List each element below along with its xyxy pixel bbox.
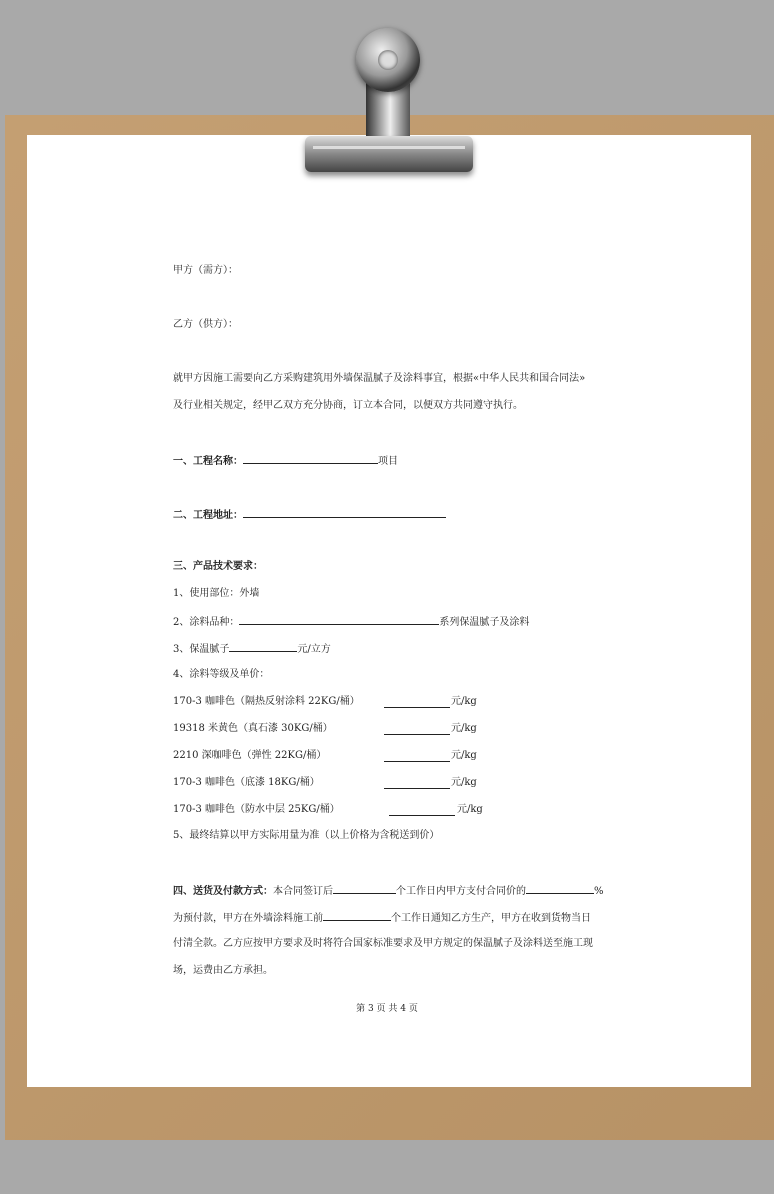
clip-base — [305, 136, 473, 172]
item-3 — [173, 641, 331, 657]
paint-type-blank[interactable] — [239, 614, 439, 625]
section-4-text-a: 本合同签订后 — [273, 886, 333, 897]
price-unit: 元/kg — [451, 723, 477, 734]
price-row-name: 2210 深咖啡色（弹性 22KG/桶） — [173, 750, 327, 761]
price-unit: 元/kg — [451, 696, 477, 707]
party-b-label: 乙方（供方）： — [173, 319, 238, 330]
price-blank[interactable] — [384, 751, 450, 762]
price-row-name: 170-3 咖啡色（底漆 18KG/桶） — [173, 777, 320, 788]
price-unit: 元/kg — [457, 804, 483, 815]
putty-price-blank[interactable] — [229, 641, 297, 652]
section-4-line-3: 付清全款。乙方应按甲方要求及时将符合国家标准要求及甲方规定的保温腻子及涂料送至施工现 — [173, 938, 593, 949]
days-blank[interactable] — [333, 883, 396, 894]
section-4-label: 四、送货及付款方式： — [173, 886, 273, 897]
item-2 — [173, 614, 529, 630]
binder-clip-icon — [356, 28, 420, 92]
price-unit: 元/kg — [451, 750, 477, 761]
price-blank[interactable] — [389, 805, 455, 816]
section-4-text-b: 个工作日内甲方支付合同价的 — [396, 886, 526, 897]
price-row-name: 170-3 咖啡色（隔热反射涂料 22KG/桶） — [173, 696, 360, 707]
project-address-blank[interactable] — [243, 507, 446, 518]
section-4-line-2 — [173, 910, 591, 926]
section-1-suffix: 项目 — [378, 456, 398, 467]
percent-blank[interactable] — [526, 883, 594, 894]
section-4-line-2a: 为预付款，甲方在外墙涂料施工前 — [173, 913, 323, 924]
price-unit: 元/kg — [451, 777, 477, 788]
price-blank[interactable] — [384, 778, 450, 789]
section-project-address — [173, 507, 446, 523]
item-1: 1、使用部位：外墙 — [173, 588, 260, 599]
project-name-blank[interactable] — [243, 453, 378, 464]
section-1-label: 一、工程名称： — [173, 456, 243, 467]
price-blank[interactable] — [384, 697, 450, 708]
percent-sign: % — [594, 886, 604, 897]
price-blank[interactable] — [384, 724, 450, 735]
section-4-line-1 — [173, 883, 604, 899]
section-2-label: 二、工程地址： — [173, 510, 243, 521]
section-4-line-2b: 个工作日通知乙方生产，甲方在收到货物当日 — [391, 913, 591, 924]
page-number: 第 3 页 共 4 页 — [356, 1004, 418, 1014]
party-a-label: 甲方（需方）： — [173, 265, 238, 276]
item-2-prefix: 2、涂料品种： — [173, 617, 240, 628]
intro-line-2: 及行业相关规定，经甲乙双方充分协商，订立本合同，以便双方共同遵守执行。 — [173, 400, 523, 411]
section-3-label: 三、产品技术要求： — [173, 561, 263, 572]
item-2-suffix: 系列保温腻子及涂料 — [439, 617, 530, 628]
price-row-name: 19318 米黄色（真石漆 30KG/桶） — [173, 723, 333, 734]
section-4-line-4: 场，运费由乙方承担。 — [173, 965, 273, 976]
item-5: 5、最终结算以甲方实际用量为准（以上价格为含税送到价） — [173, 830, 440, 841]
price-row-name: 170-3 咖啡色（防水中层 25KG/桶） — [173, 804, 340, 815]
section-project-name — [173, 453, 398, 469]
intro-line-1: 就甲方因施工需要向乙方采购建筑用外墙保温腻子及涂料事宜，根据«中华人民共和国合同法» — [173, 373, 586, 384]
item-3-suffix: 元/立方 — [297, 644, 331, 655]
item-3-prefix: 3、保温腻子 — [173, 644, 230, 655]
item-4: 4、涂料等级及单价： — [173, 669, 270, 680]
notice-days-blank[interactable] — [323, 910, 391, 921]
